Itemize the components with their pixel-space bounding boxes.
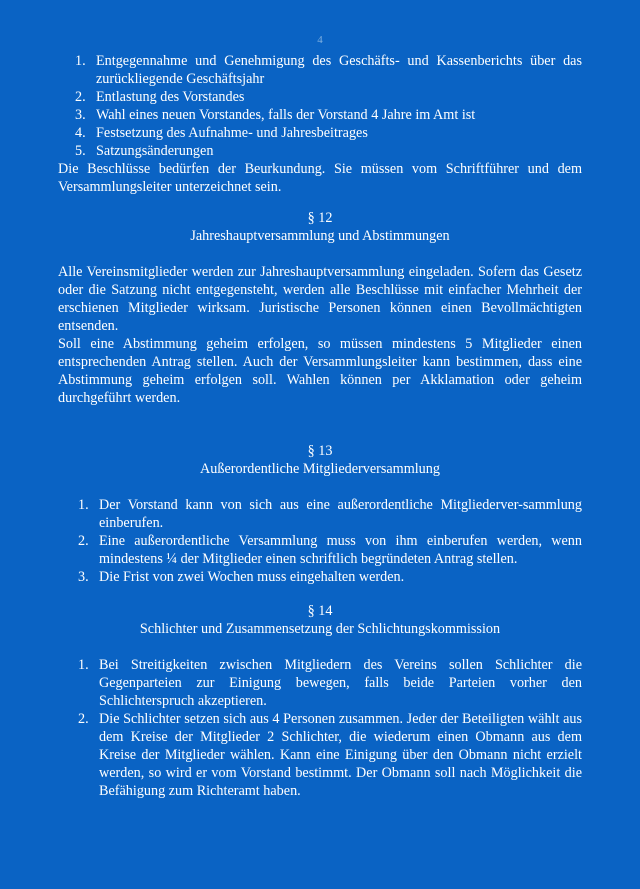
- section-paragraph: Soll eine Abstimmung geheim erfolgen, so müssen mindestens 5 Mitglieder einen entsprechenden Antrag stellen. Auch der Versammlungsleiter kann bestimmen, dass eine Abstimmung geheim erfolgen soll. Wahlen können per Akklamation oder geheim durchgeführt werden.: [58, 336, 582, 406]
- list-text: Wahl eines neuen Vorstandes, falls der Vorstand 4 Jahre im Amt ist: [96, 107, 476, 123]
- list-text: Festsetzung des Aufnahme- und Jahresbeitrages: [96, 125, 368, 141]
- list-number: 2.: [75, 89, 86, 105]
- list-item: [75, 142, 582, 160]
- section-14: [58, 602, 582, 800]
- list-item: [75, 52, 582, 88]
- list-item: [78, 710, 582, 800]
- list-text: Satzungsänderungen: [96, 143, 214, 159]
- list-text: Eine außerordentliche Versammlung muss von ihm einberufen werden, wenn mindestens ¼ der Mitglieder einen schriftlich begründeten Antrag stellen.: [99, 533, 582, 567]
- list-number: 5.: [75, 143, 86, 159]
- section-number: § 12: [307, 210, 333, 226]
- list-number: 3.: [78, 569, 89, 585]
- intro-paragraph: Die Beschlüsse bedürfen der Beurkundung. Sie müssen vom Schriftführer und dem Versammlungsleiter unterzeichnet sein.: [58, 161, 582, 195]
- list-number: 1.: [78, 657, 89, 673]
- list-item: [75, 124, 582, 142]
- list-item: [78, 568, 582, 586]
- list-item: [78, 656, 582, 710]
- section-13: [58, 442, 582, 586]
- list-number: 2.: [78, 533, 89, 549]
- list-text: Die Frist von zwei Wochen muss eingehalten werden.: [99, 569, 405, 585]
- list-number: 1.: [78, 497, 89, 513]
- section-paragraph: Alle Vereinsmitglieder werden zur Jahreshauptversammlung eingeladen. Sofern das Gesetz oder die Satzung nicht entgegensteht, werden alle Beschlüsse mit einfacher Mehrheit der erschienen Mitglieder wirksam. Juristische Personen können einen Bevollmächtigten entsenden.: [58, 264, 582, 334]
- intro-section: [58, 52, 582, 196]
- list-item: [75, 88, 582, 106]
- list-item: [78, 496, 582, 532]
- section-number: § 13: [307, 443, 333, 459]
- list-item: [78, 532, 582, 568]
- list-text: Die Schlichter setzen sich aus 4 Personen zusammen. Jeder der Beteiligten wählt aus dem Kreise der Mitglieder 2 Schlichter, die wiederum einen Obmann aus dem Kreise der Mitglieder wählen. Kann eine Einigung über den Obmann nicht erzielt werden, so wird er vom Vorstand bestimmt. Der Obmann soll nach Möglichkeit die Befähigung zum Richteramt haben.: [99, 711, 582, 799]
- list-text: Der Vorstand kann von sich aus eine außerordentliche Mitgliederver-sammlung einberufen.: [99, 497, 582, 531]
- section-list: [58, 656, 582, 800]
- section-list: [58, 496, 582, 586]
- list-item: [75, 106, 582, 124]
- page-number: 4: [317, 34, 323, 46]
- list-number: 4.: [75, 125, 86, 141]
- list-number: 3.: [75, 107, 86, 123]
- section-title: Schlichter und Zusammensetzung der Schlichtungskommission: [139, 621, 501, 637]
- list-number: 2.: [78, 711, 89, 727]
- section-title: Außerordentliche Mitgliederversammlung: [200, 461, 440, 477]
- section-12: [58, 209, 582, 407]
- section-number: § 14: [307, 603, 333, 619]
- agenda-list: [58, 52, 582, 160]
- list-text: Bei Streitigkeiten zwischen Mitgliedern des Vereins sollen Schlichter die Gegenparteien zur Einigung bewegen, falls beide Parteien vorher den Schlichterspruch akzeptieren.: [99, 657, 582, 709]
- list-number: 1.: [75, 53, 86, 69]
- section-title: Jahreshauptversammlung und Abstimmungen: [190, 228, 450, 244]
- list-text: Entgegennahme und Genehmigung des Geschäfts- und Kassenberichts über das zurückliegende Geschäftsjahr: [96, 53, 582, 87]
- list-text: Entlastung des Vorstandes: [96, 89, 245, 105]
